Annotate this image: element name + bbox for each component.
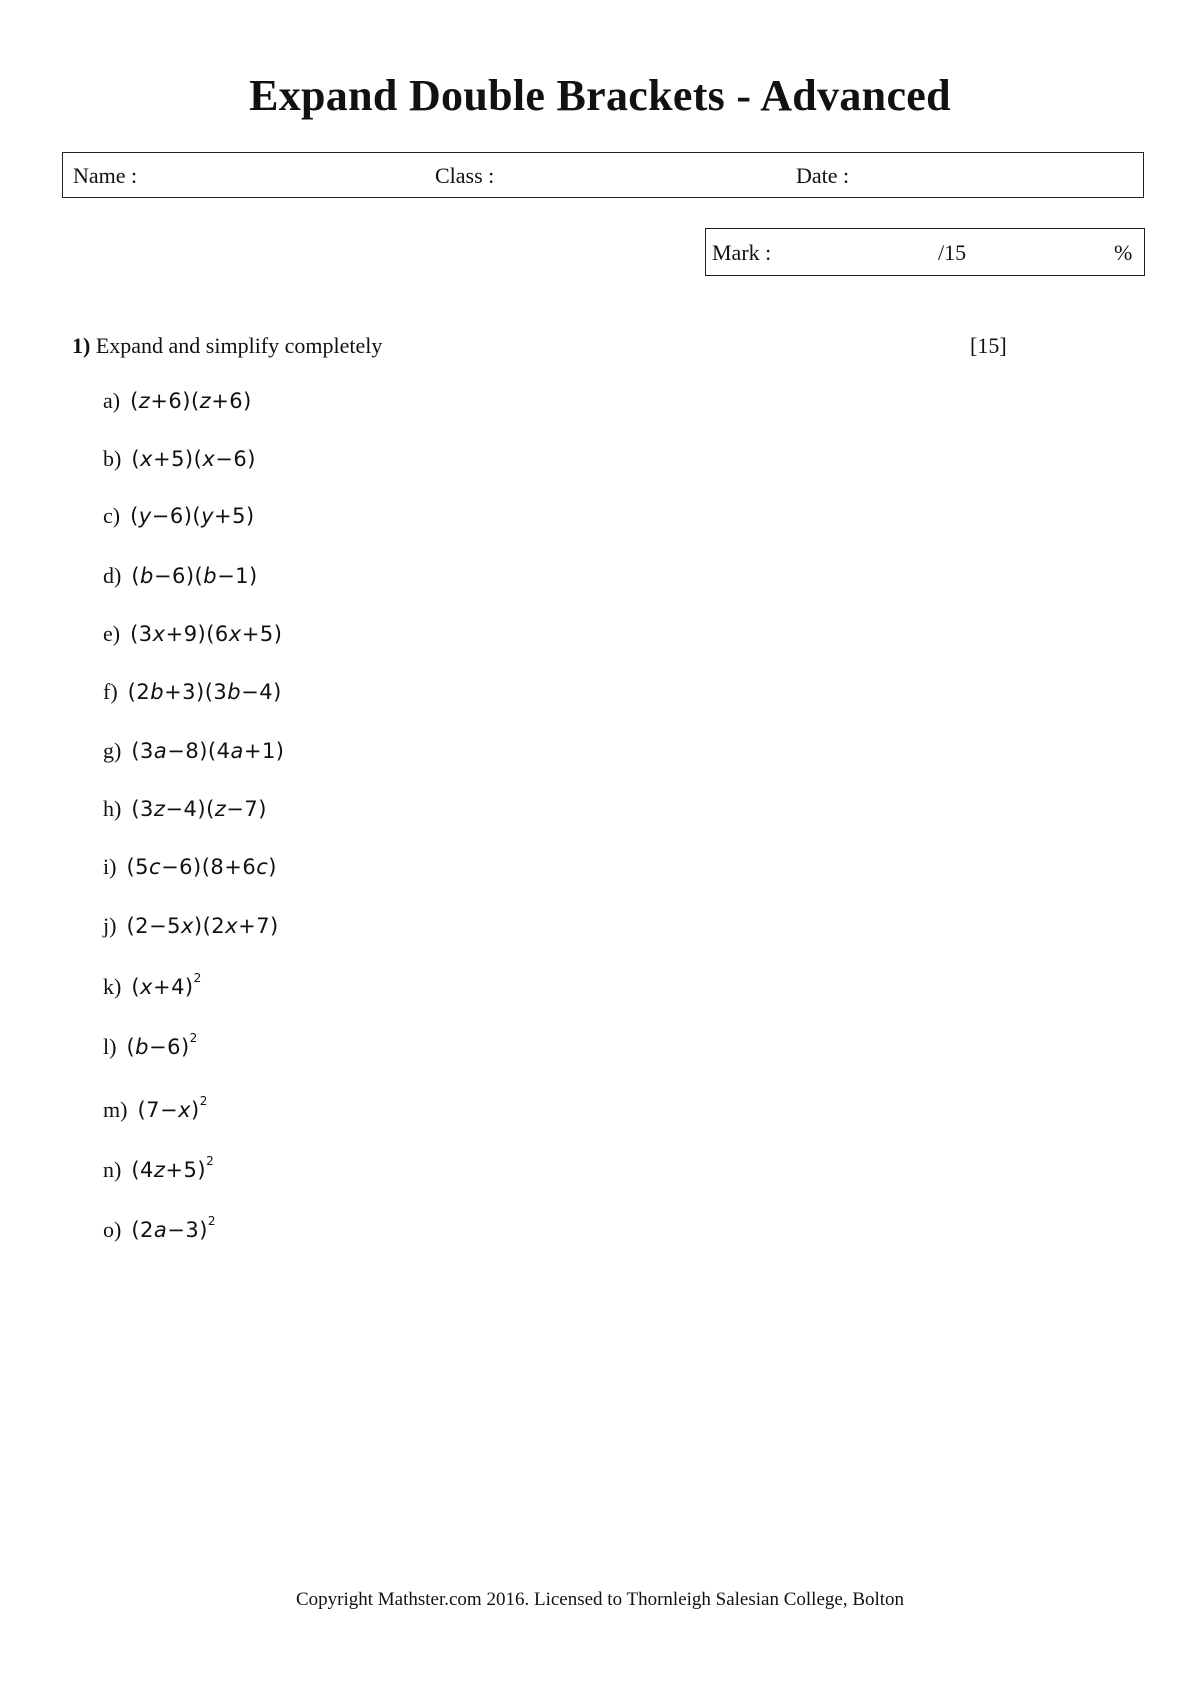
- question-part: [103, 563, 258, 589]
- mark-label: Mark :: [712, 240, 772, 265]
- question-heading: [72, 333, 382, 359]
- part-exponent: 2: [193, 971, 202, 985]
- question-marks: [15]: [970, 333, 1007, 358]
- question-part: [103, 503, 255, 529]
- page-title: Expand Double Brackets - Advanced: [249, 71, 951, 120]
- part-expression: $(2a-3)^2$: [131, 1214, 217, 1242]
- part-expression: (y−6)(y+5): [130, 504, 255, 528]
- student-info-box: [62, 152, 1144, 198]
- part-letter: a): [103, 388, 121, 413]
- part-letter: h): [103, 796, 122, 821]
- question-part: [103, 1031, 198, 1060]
- question-number: 1): [72, 333, 91, 358]
- part-letter: l): [103, 1034, 117, 1059]
- date-label: Date :: [796, 163, 850, 188]
- mark-total: /15: [938, 240, 967, 265]
- part-expression: (x+5)(x−6): [131, 447, 256, 471]
- part-letter: o): [103, 1217, 122, 1242]
- question-part: [103, 1214, 217, 1243]
- part-expression: $(b-6)^2$: [126, 1031, 198, 1059]
- question-part: [103, 1094, 208, 1123]
- part-expression: (z+6)(z+6): [130, 389, 252, 413]
- part-letter: f): [103, 679, 118, 704]
- question-part: [103, 738, 285, 764]
- part-letter: e): [103, 621, 121, 646]
- part-letter: c): [103, 503, 121, 528]
- mark-percent: %: [1114, 240, 1133, 265]
- question-part: [103, 446, 256, 472]
- class-label: Class :: [435, 163, 495, 188]
- question-part: [103, 1154, 215, 1183]
- part-letter: m): [103, 1097, 128, 1122]
- part-expression: (3a−8)(4a+1): [131, 739, 285, 763]
- part-letter: i): [103, 854, 117, 879]
- question-part: [103, 388, 252, 414]
- part-letter: b): [103, 446, 122, 471]
- part-expression: $(x+4)^2$: [131, 971, 202, 999]
- part-letter: g): [103, 738, 122, 763]
- question-part: [103, 679, 282, 705]
- question-part: [103, 913, 279, 939]
- part-letter: n): [103, 1157, 122, 1182]
- question-part: [103, 854, 277, 880]
- part-letter: d): [103, 563, 122, 588]
- part-letter: j): [103, 913, 117, 938]
- copyright-footer: Copyright Mathster.com 2016. Licensed to Thornleigh Salesian College, Bolton: [295, 1589, 905, 1610]
- part-expression: (5c−6)(8+6c): [126, 855, 277, 879]
- part-expression: (3x+9)(6x+5): [130, 622, 283, 646]
- part-letter: k): [103, 974, 122, 999]
- part-expression: (b−6)(b−1): [131, 564, 258, 588]
- part-expression: $(4z+5)^2$: [131, 1154, 215, 1182]
- part-exponent: 2: [206, 1154, 215, 1168]
- part-expression: (2b+3)(3b−4): [127, 680, 282, 704]
- question-instruction: Expand and simplify completely: [95, 333, 383, 358]
- part-exponent: 2: [207, 1214, 217, 1228]
- part-expression: (2−5x)(2x+7): [126, 914, 279, 938]
- question-part: [103, 796, 267, 822]
- mark-box: [705, 228, 1145, 276]
- name-label: Name :: [73, 163, 138, 188]
- part-expression: (3z−4)(z−7): [131, 797, 267, 821]
- part-exponent: 2: [199, 1094, 208, 1108]
- part-expression: $(7-x)^2$: [137, 1094, 208, 1122]
- part-exponent: 2: [189, 1031, 198, 1045]
- question-part: [103, 971, 202, 1000]
- question-part: [103, 621, 282, 647]
